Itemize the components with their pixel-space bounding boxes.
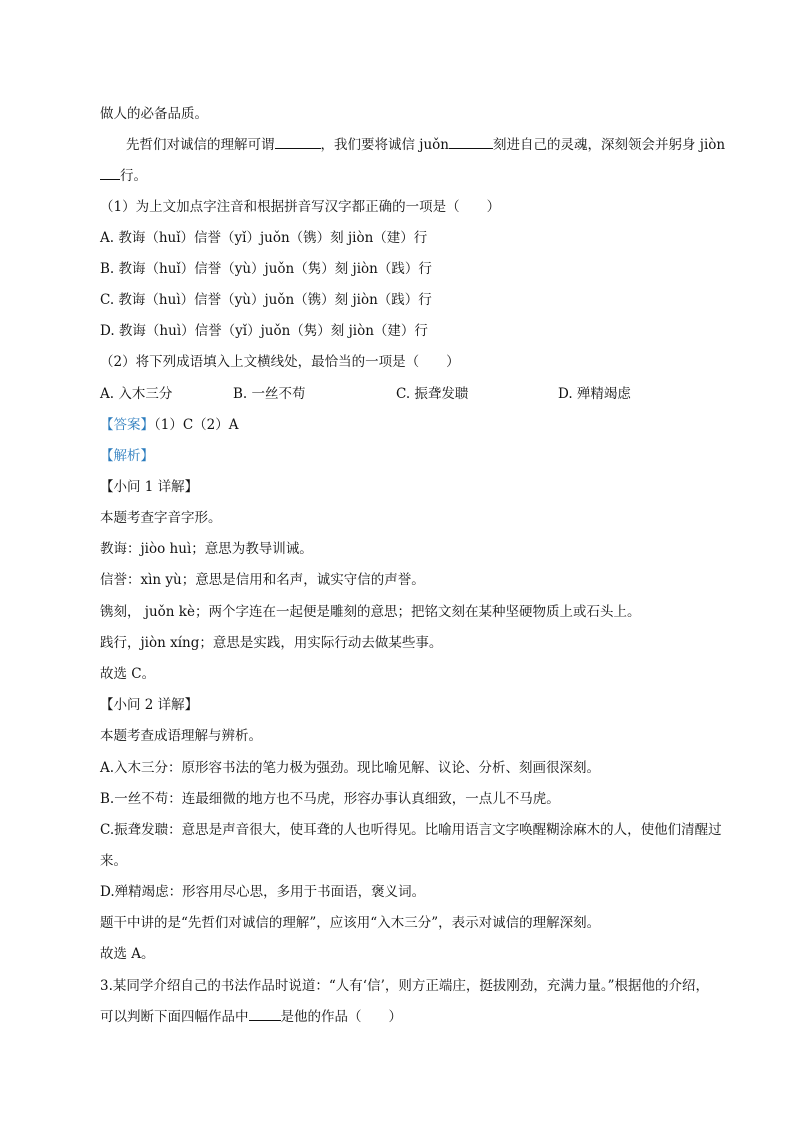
blank-choice	[249, 1008, 281, 1021]
question-1-option-d: D. 教诲（huì）信誉（yǐ）juǒn（隽）刻 jiòn（建）行	[100, 323, 428, 339]
blank-juan	[449, 136, 493, 149]
sub-question-1-line: 信誉：xìn yù；意思是信用和名声，诚实守信的声誉。	[100, 572, 425, 588]
sub-question-2-line: 题干中讲的是“先哲们对诚信的理解”，应该用“入木三分”，表示对诚信的理解深刻。	[100, 915, 601, 931]
sub-question-2-line: A.入木三分：原形容书法的笔力极为强劲。现比喻见解、议论、分析、刻画很深刻。	[100, 760, 601, 776]
question-2-option-b: B. 一丝不苟	[233, 386, 306, 402]
question-1-option-b: B. 教诲（huǐ）信誉（yù）juǒn（隽）刻 jiòn（践）行	[100, 261, 432, 277]
question-3-text-b: 是他的作品（ ）	[280, 1009, 402, 1025]
sub-question-2-line: B.一丝不苟：连最细微的地方也不马虎，形容办事认真细致，一点儿不马虎。	[100, 791, 560, 807]
passage-part-3: 刻进自己的灵魂，深刻领会并躬身 jiòn	[493, 137, 726, 153]
sub-question-2-line: 故选 A。	[100, 946, 155, 962]
sub-question-2-line: 本题考查成语理解与辨析。	[100, 728, 262, 744]
question-2-options	[100, 385, 700, 403]
blank-idiom	[275, 136, 321, 149]
sub-question-1-line: 本题考查字音字形。	[100, 510, 222, 526]
question-1-option-c: C. 教诲（huì）信誉（yù）juǒn（镌）刻 jiòn（践）行	[100, 292, 432, 308]
blank-jian	[100, 167, 120, 180]
question-3-text-a: 可以判断下面四幅作品中	[100, 1009, 249, 1025]
passage-line-2	[100, 167, 147, 185]
sub-question-2-line: 来。	[100, 853, 127, 869]
intro-text: 做人的必备品质。	[100, 106, 208, 122]
question-3-line-2	[100, 1008, 402, 1026]
question-2-option-c: C. 振聋发聩	[396, 386, 469, 402]
sub-question-1-line: 镌刻， juǒn kè；两个字连在一起便是雕刻的意思；把铭文刻在某种坚硬物质上或石头上。	[100, 604, 641, 620]
passage-part-1: 先哲们对诚信的理解可谓	[126, 137, 275, 153]
question-2-option-a: A. 入木三分	[100, 386, 173, 402]
sub-question-2-line: C.振聋发聩：意思是声音很大，使耳聋的人也听得见。比喻用语言文字唤醒糊涂麻木的人，使他们清醒过	[100, 822, 722, 838]
passage-part-4: 行。	[120, 168, 147, 184]
sub-question-1-heading: 【小问 1 详解】	[100, 479, 199, 495]
question-1-option-a: A. 教诲（huǐ）信誉（yǐ）juǒn（镌）刻 jiòn（建）行	[100, 230, 428, 246]
question-2-option-d: D. 殚精竭虑	[558, 386, 631, 402]
sub-question-2-heading: 【小问 2 详解】	[100, 697, 199, 713]
question-2-stem: （2）将下列成语填入上文横线处，最恰当的一项是（ ）	[100, 354, 460, 370]
sub-question-1-line: 践行，jiòn xíng；意思是实践，用实际行动去做某些事。	[100, 635, 443, 651]
sub-question-1-line: 教诲：jiòo huì；意思为教导训诫。	[100, 541, 313, 557]
sub-question-1-line: 故选 C。	[100, 666, 156, 682]
analysis-label: 【解析】	[100, 448, 154, 464]
sub-question-2-line: D.殚精竭虑：形容用尽心思，多用于书面语，褒义词。	[100, 884, 426, 900]
answer-label: 【答案】	[100, 417, 154, 433]
question-3-line-1: 3.某同学介绍自己的书法作品时说道：“人有‘信’，则方正端庄，挺拔刚劲，充满力量。”根据他的介绍，	[100, 978, 710, 994]
answer-line	[100, 416, 239, 434]
answer-text: （1）C（2）A	[154, 417, 239, 433]
passage-line-1	[126, 136, 725, 154]
question-1-stem: （1）为上文加点字注音和根据拼音写汉字都正确的一项是（ ）	[100, 199, 501, 215]
passage-part-2: ，我们要将诚信 juǒn	[320, 137, 449, 153]
